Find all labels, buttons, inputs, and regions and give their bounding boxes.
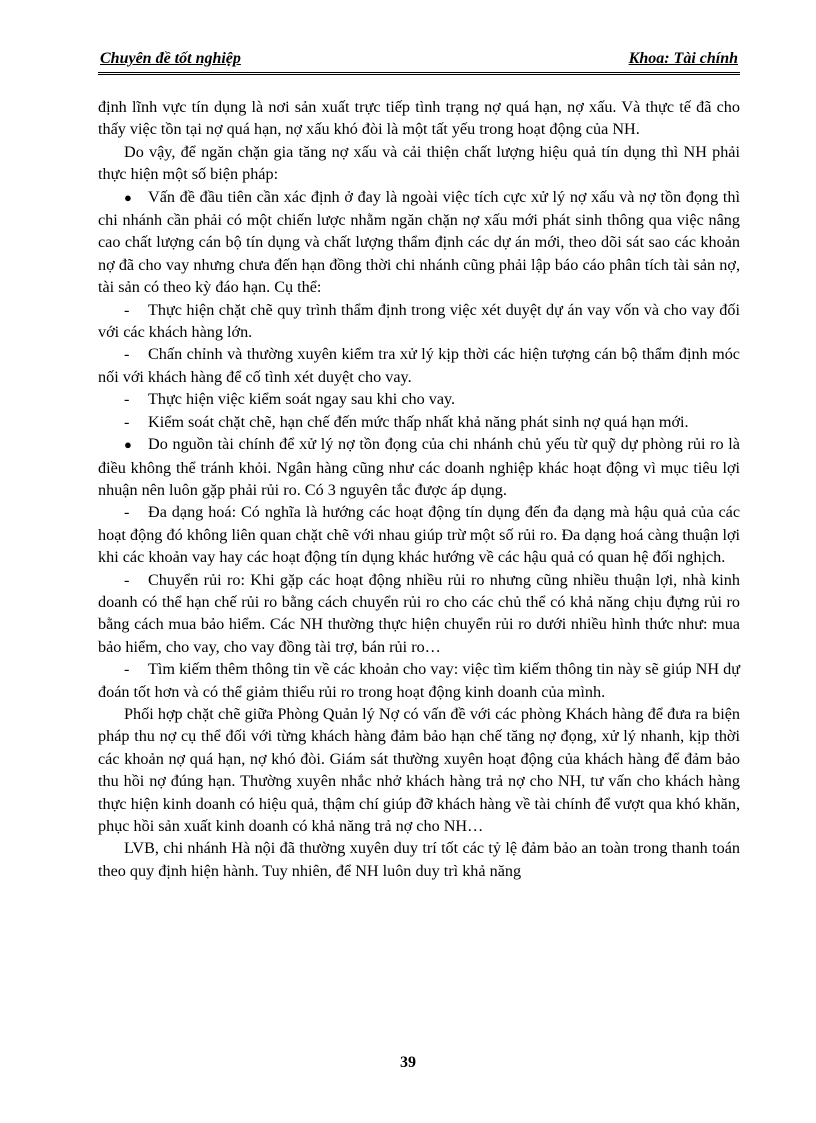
dash-text: Chuyển rủi ro: Khi gặp các hoạt động nhiều rủi ro nhưng cũng nhiều thuận lợi, nhà kinh doanh có thể hạn chế rủi ro bằng cách chuyển rủi ro cho các chủ thể có khả năng chịu đựng rủi ro bằng cách mua bảo hiểm. Các NH thường thực hiện chuyển rủi ro dưới nhiều hình thức như: mua bảo hiểm, cho vay, cho vay đồng tài trợ, bán rủi ro… bbox=[98, 570, 740, 656]
header-right-title: Khoa: Tài chính bbox=[628, 50, 738, 67]
dash-text: Kiểm soát chặt chẽ, hạn chế đến mức thấp nhất khả năng phát sinh nợ quá hạn mới. bbox=[148, 412, 689, 431]
dash-mark: - bbox=[124, 503, 130, 522]
header-left-title: Chuyên đề tốt nghiệp bbox=[100, 50, 241, 67]
dash-mark: - bbox=[124, 300, 130, 319]
dash-mark: - bbox=[124, 345, 130, 364]
dash-text: Chấn chỉnh và thường xuyên kiểm tra xử lý kịp thời các hiện tượng cán bộ thẩm định móc nối với khách hàng để cố tình xét duyệt cho vay. bbox=[98, 345, 740, 386]
dash-mark: - bbox=[124, 412, 130, 431]
paragraph: Phối hợp chặt chẽ giữa Phòng Quản lý Nợ có vấn đề với các phòng Khách hàng để đưa ra biện pháp thu nợ cụ thể đối với từng khách hàng đảm bảo hạn chế tăng nợ đọng, xử lý nhanh, kịp thời các khoản nợ quá hạn, nợ khó đòi. Giám sát thường xuyên hoạt động của khách hàng để đảm bảo thu hồi nợ đúng hạn. Thường xuyên nhắc nhở khách hàng trả nợ cho NH, tư vấn cho khách hàng thực hiện kinh doanh có hiệu quả, thậm chí giúp đỡ khách hàng về tài chính để vượt qua khó khăn, phục hồi sản xuất kinh doanh có khả năng trả nợ cho NH… bbox=[98, 704, 740, 835]
dash-text: Thực hiện chặt chẽ quy trình thẩm định trong việc xét duyệt dự án vay vốn và cho vay đối với các khách hàng lớn. bbox=[98, 300, 740, 342]
dash-item bbox=[98, 343, 740, 388]
dash-item bbox=[98, 411, 740, 433]
bullet-mark: ● bbox=[124, 437, 132, 453]
paragraph: định lĩnh vực tín dụng là nơi sản xuất trực tiếp tình trạng nợ quá hạn, nợ xấu. Và thực tế đã cho thấy việc tồn tại nợ quá hạn, nợ xấu khó đòi là một tất yếu trong hoạt động của NH. bbox=[98, 98, 740, 139]
page-header bbox=[98, 50, 740, 75]
paragraph: Do vậy, để ngăn chặn gia tăng nợ xấu và cải thiện chất lượng hiệu quả tín dụng thì NH phải thực hiện một số biện pháp: bbox=[98, 142, 740, 184]
dash-text: Tìm kiếm thêm thông tin về các khoản cho vay: việc tìm kiếm thông tin này sẽ giúp NH dự đoán tốt hơn và có thể giảm thiểu rủi ro trong hoạt động kinh doanh của mình. bbox=[98, 660, 740, 701]
dash-item bbox=[98, 388, 740, 410]
bullet-item bbox=[98, 186, 740, 299]
bullet-item bbox=[98, 433, 740, 501]
page-number: 39 bbox=[400, 1054, 416, 1071]
dash-text: Thực hiện việc kiểm soát ngay sau khi cho vay. bbox=[148, 390, 456, 409]
dash-mark: - bbox=[124, 390, 130, 409]
bullet-mark: ● bbox=[124, 189, 132, 205]
dash-item bbox=[98, 501, 740, 568]
paragraph: LVB, chi nhánh Hà nội đã thường xuyên duy trí tốt các tỷ lệ đảm bảo an toàn trong thanh toán theo quy định hiện hành. Tuy nhiên, để NH luôn duy trì khả năng bbox=[98, 839, 740, 880]
dash-item bbox=[98, 569, 740, 659]
bullet-text: Vấn đề đầu tiên cần xác định ở đay là ngoài việc tích cực xử lý nợ xấu và nợ tồn đọng thì chi nhánh cần phải có một chiến lược nhằm ngăn chặn nợ xấu mới phát sinh thông qua việc nâng cao chất lượng cán bộ tín dụng và chất lượng thẩm định các dự án mới, theo dõi sát sao các khoản nợ đã cho vay nhưng chưa đến hạn đồng thời chi nhánh cũng phải lập báo cáo phân tích tài sản nợ, tài sản có theo kỳ đáo hạn. Cụ thể: bbox=[98, 187, 740, 297]
document-body bbox=[98, 96, 740, 882]
dash-mark: - bbox=[124, 570, 130, 589]
dash-item bbox=[98, 658, 740, 703]
dash-mark: - bbox=[124, 660, 130, 679]
dash-item bbox=[98, 299, 740, 344]
dash-text: Đa dạng hoá: Có nghĩa là hướng các hoạt động tín dụng đến đa dạng mà hậu quả của các hoạt động đó không liên quan chặt chẽ với nhau giúp trừ một số rủi ro. Đa dạng hoá càng thuận lợi khi các khoản vay hay các hoạt động tín dụng khác hướng về các hậu quả có quan hệ đối nghịch. bbox=[98, 503, 740, 567]
bullet-text: Do nguồn tài chính để xử lý nợ tồn đọng của chi nhánh chủ yếu từ quỹ dự phòng rủi ro là điều không thể tránh khỏi. Ngân hàng cũng như các doanh nghiệp khác hoạt động vì mục tiêu lợi nhuận nên luôn gặp phải rủi ro. Có 3 nguyên tắc được áp dụng. bbox=[98, 435, 740, 499]
